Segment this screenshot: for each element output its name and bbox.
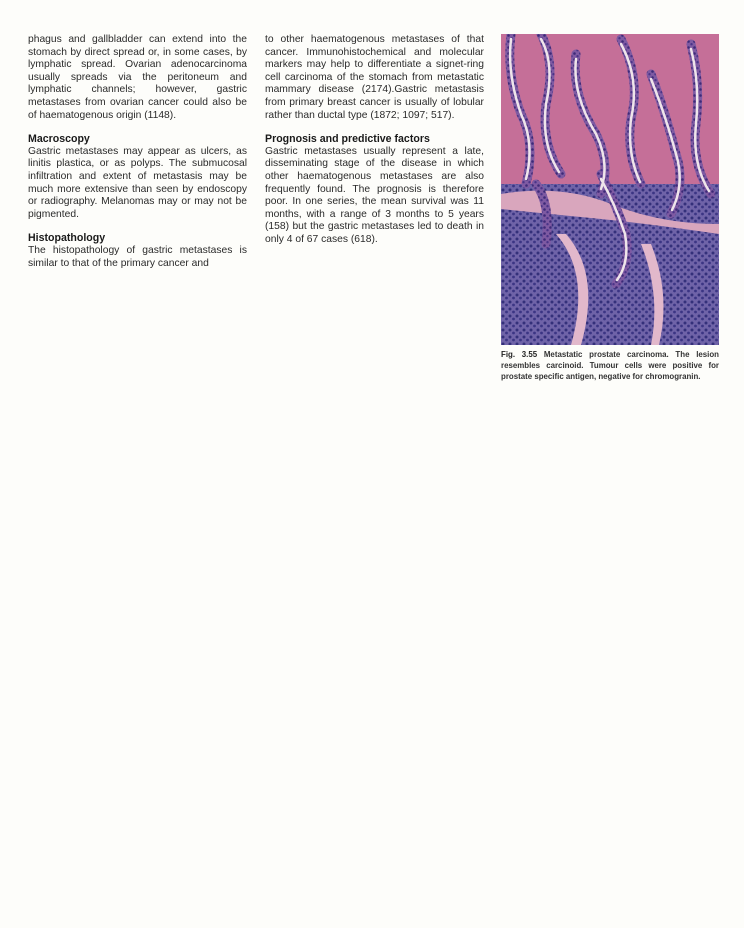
figure-caption: [501, 349, 719, 383]
heading-macroscopy: Macroscopy: [28, 133, 90, 146]
paragraph-intro-middle: to other haematogenous metastases of that cancer. Immunohistochemical and molecular markers may help to differentiate a signet-ring cell carcinoma of the stomach from metastatic mammary disease (2174).Gastric metastasis from primary breast cancer is usually of lobular rather than ductal type (1872; 1097; 517).: [265, 34, 484, 121]
text-column-left: [28, 34, 247, 270]
heading-histopathology: Histopathology: [28, 232, 106, 245]
text-column-middle: [265, 34, 484, 247]
figure-number: Fig. 3.55: [501, 350, 538, 359]
paragraph-macroscopy: Gastric metastases may appear as ulcers, as linitis plastica, or as polyps. The submucosal infiltration and extent of metastasis may be much more extensive than seen by endoscopy or radiography. Melanomas may or may not be pigmented.: [28, 145, 247, 220]
paragraph-intro-left: phagus and gallbladder can extend into the stomach by direct spread or, in some cases, by lymphatic spread. Ovarian adenocarcinoma usually spreads via the peritoneum and lymphatic channels; however, gastric metastases from ovarian cancer could also be of haematogenous origin (1148).: [28, 34, 247, 121]
paragraph-prognosis: Gastric metastases usually represent a late, disseminating stage of the disease in which other haematogenous metastases are also frequently found. The prognosis is therefore poor. In one series, the mean survival was 11 months, with a range of 3 months to 5 years (158) but the gastric metastases led to death in only 4 of 67 cases (618).: [265, 145, 484, 245]
figure-caption-text: Metastatic prostate carcinoma. The lesion resembles carcinoid. Tumour cells were positive for prostate specific antigen, negative for chromogranin.: [501, 350, 719, 382]
figure: [501, 34, 719, 383]
histology-micrograph: [501, 34, 719, 345]
heading-prognosis: Prognosis and predictive factors: [265, 133, 430, 146]
paragraph-histopathology: The histopathology of gastric metastases is similar to that of the primary cancer and: [28, 244, 247, 269]
